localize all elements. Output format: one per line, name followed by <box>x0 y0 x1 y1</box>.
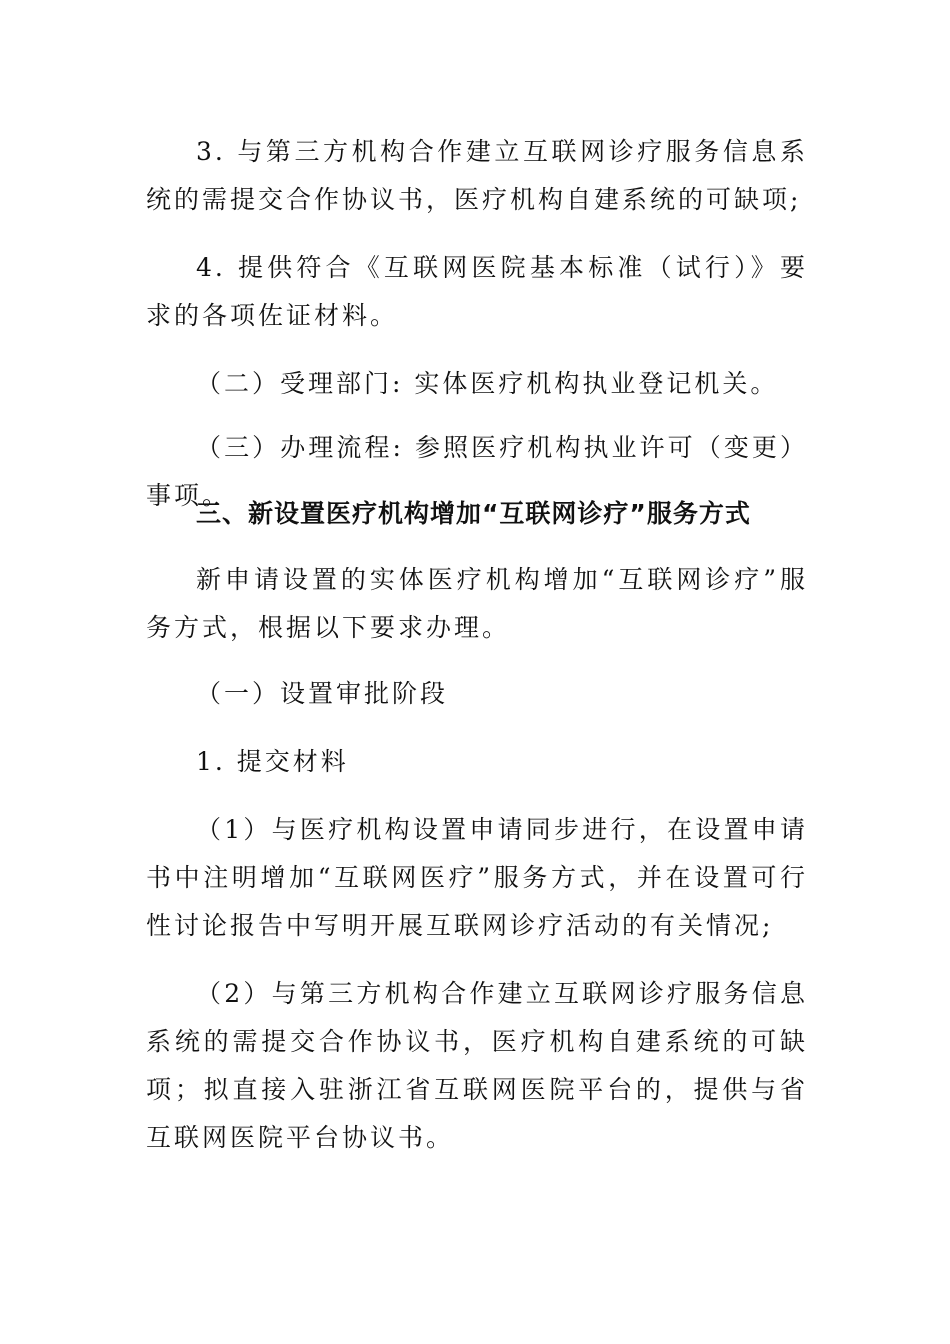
paragraph-materials-heading: 1. 提交材料 <box>196 747 349 776</box>
paragraph-intro: 新申请设置的实体医疗机构增加“互联网诊疗”服务方式，根据以下要求办理。 <box>146 565 808 642</box>
paragraph-item-1-paren: （1）与医疗机构设置申请同步进行，在设置申请书中注明增加“互联网医疗”服务方式，并在设置可行性讨论报告中写明开展互联网诊疗活动的有关情况; <box>146 815 808 940</box>
paragraph-item-4: 4. 提供符合《互联网医院基本标准（试行）》要求的各项佐证材料。 <box>146 253 808 330</box>
paragraph-item-3: 3. 与第三方机构合作建立互联网诊疗服务信息系统的需提交合作协议书，医疗机构自建系统的可缺项; <box>146 137 808 214</box>
paragraph-stage-heading: （一）设置审批阶段 <box>196 679 449 708</box>
paragraph-item-2-paren: （2）与第三方机构合作建立互联网诊疗服务信息系统的需提交合作协议书，医疗机构自建系统的可缺项；拟直接入驻浙江省互联网医院平台的，提供与省互联网医院平台协议书。 <box>146 979 808 1152</box>
section-heading: 三、新设置医疗机构增加“互联网诊疗”服务方式 <box>196 499 751 528</box>
paragraph-acceptance-department: （二）受理部门: 实体医疗机构执业登记机关。 <box>196 369 779 398</box>
paragraph-process: （三）办理流程: 参照医疗机构执业许可（变更）事项。 <box>146 433 808 510</box>
